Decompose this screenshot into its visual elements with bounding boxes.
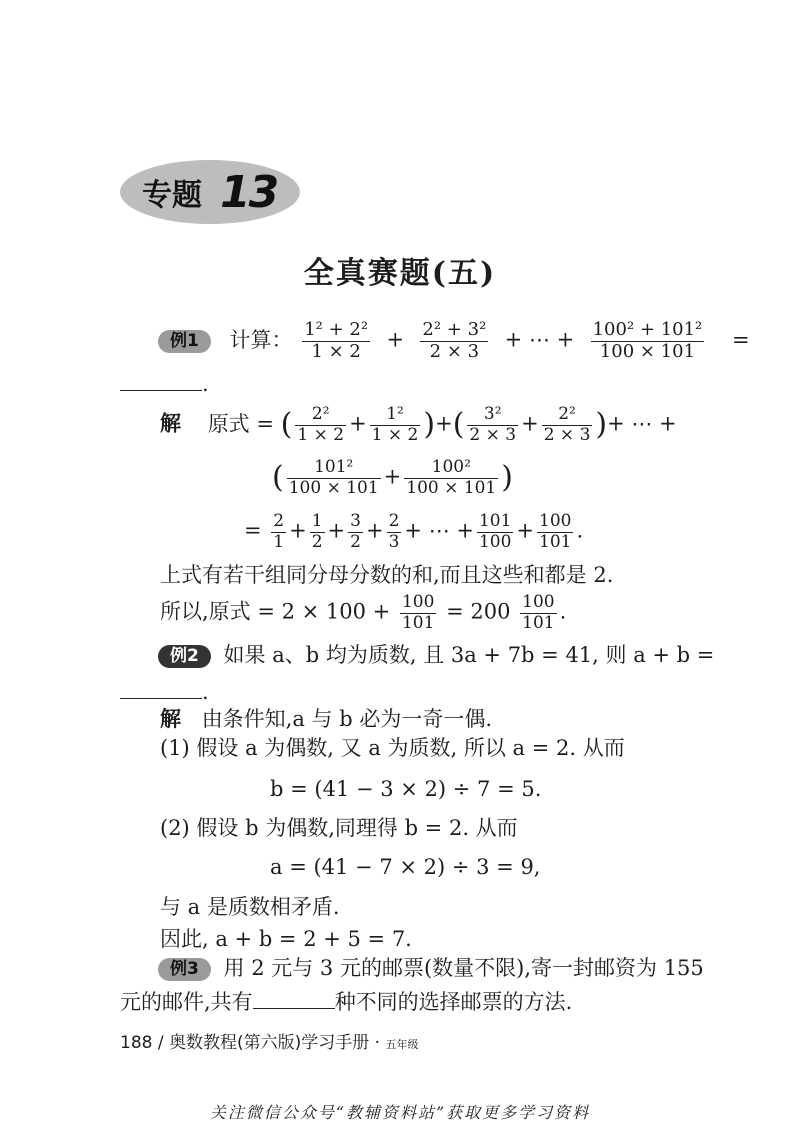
fraction: $\frac{\text{1² + 2²}}{1 \times 2}$	[304, 319, 369, 362]
solution-2-line-2: (1) 假设 a 为偶数, 又 a 为质数, 所以 a = 2. 从而	[160, 736, 625, 760]
example-3-text: 用 2 元与 3 元的邮票(数量不限),寄一封邮资为 155	[223, 956, 704, 980]
promo-text: 关注微信公众号“教辅资料站”获取更多学习资料	[209, 1103, 591, 1122]
fraction: $\frac{\text{2² + 3²}}{2 \times 3}$	[422, 319, 487, 362]
solution-2-line-1: 解 由条件知,a 与 b 必为一奇一偶.	[160, 706, 493, 731]
page-number: 188	[120, 1033, 153, 1053]
topic-badge	[120, 160, 300, 224]
example-2-text: 如果 a、b 均为质数, 且 3a + 7b = 41, 则 a + b =	[223, 643, 715, 667]
example-1-question: 例1 计算： $\frac{\text{1² + 2²}}{1 \times 2}$ + $\frac{\text{2² + 3²}}{2 \times 3}$ + ⋯ + $\frac{\text{100² + 101²}}{100 \times 101}$ =	[158, 320, 750, 362]
fraction: $\frac{\text{100² + 101²}}{100 \times 101}$	[592, 319, 703, 362]
example-2-question	[158, 645, 714, 668]
example-1-prefix: 计算：	[229, 327, 293, 352]
example-3-badge: 例3	[158, 958, 211, 981]
solution-2-line-6: 与 a 是质数相矛盾.	[160, 895, 340, 919]
solution-1-line-3: = $\frac{2}{1}$ + $\frac{1}{2}$ + $\frac{3}{2}$ + $\frac{2}{3}$ + ⋯ + $\frac{101}{100}$ + $\frac{100}{101}$ .	[244, 511, 584, 552]
answer-blank	[253, 990, 335, 1009]
example-2-answer-blank: .	[120, 680, 209, 703]
equals-sign: =	[731, 327, 750, 352]
solution-1-text-1: 上式有若干组同分母分数的和,而且这些和都是 2.	[160, 563, 614, 587]
solution-2-line-7: 因此, a + b = 2 + 5 = 7.	[160, 927, 412, 951]
ellipsis: + ⋯ +	[504, 327, 575, 352]
solution-1-prefix: 原式 =	[207, 411, 274, 436]
grade-label: 五年级	[385, 1038, 419, 1051]
answer-blank	[120, 680, 202, 699]
example-3-question	[158, 958, 704, 981]
solution-2-line-5: a = (41 − 7 × 2) ÷ 3 = 9,	[270, 855, 541, 879]
solution-1-line-1: 解 原式 = ( $\frac{\text{2²}}{1 \times 2}$ + $\frac{\text{1²}}{1 \times 2}$ )+( $\frac{\text{3²}}{2 \times 3}$ + $\frac{\text{2²}}{2 \times 3}$ )+ ⋯ +	[160, 404, 677, 445]
solution-2-line-4: (2) 假设 b 为偶数,同理得 b = 2. 从而	[160, 816, 518, 840]
solution-label: 解	[160, 410, 181, 436]
solution-label: 解	[160, 706, 181, 731]
example-3-line-2: 元的邮件,共有 种不同的选择邮票的方法.	[120, 990, 573, 1014]
book-title: / 奥数教程(第六版)学习手册 ·	[157, 1033, 381, 1053]
example-1-badge: 例1	[158, 330, 211, 353]
page-title: 全真赛题(五)	[303, 256, 497, 291]
solution-1-text-2: 所以,原式 = 2 × 100 + $\frac{100}{101}$ = 200 $\frac{100}{101}$ .	[160, 592, 567, 633]
topic-label: 专题	[142, 178, 202, 213]
solution-1-line-2: ( $\frac{\text{101²}}{100 \times 101}$ + $\frac{\text{100²}}{100 \times 101}$ )	[272, 457, 513, 498]
example-1-answer-blank: .	[120, 372, 209, 395]
answer-blank	[120, 372, 202, 391]
example-2-badge: 例2	[158, 645, 211, 668]
topic-number: 13	[220, 166, 278, 218]
page-footer	[120, 1028, 418, 1053]
solution-2-line-3: b = (41 − 3 × 2) ÷ 7 = 5.	[270, 777, 542, 801]
